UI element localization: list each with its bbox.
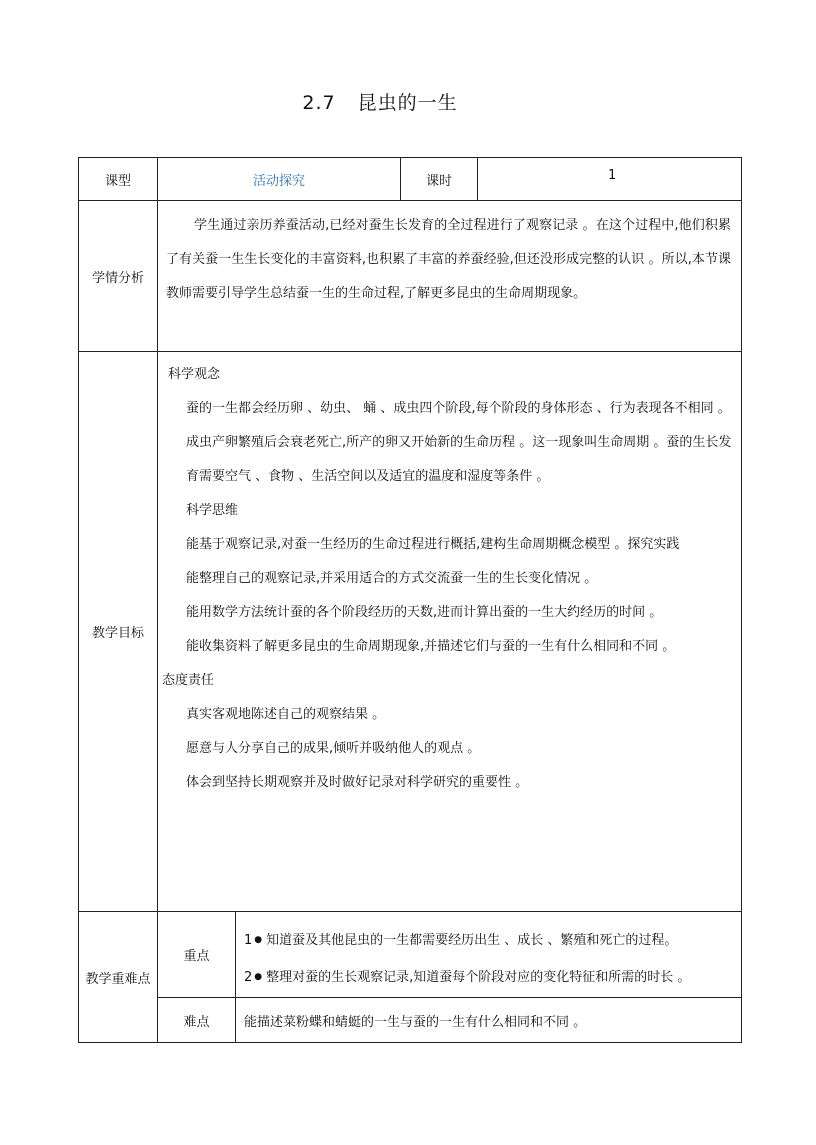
- concept-item-2: 成虫产卵繁殖后会衰老死亡,所产的卵又开始新的生命历程 。这一现象叫生命周期 。蚕的生长发育需要空气 、食物 、生活空间以及适宜的温度和湿度等条件 。: [186, 435, 732, 484]
- goals-content: [157, 352, 741, 911]
- practice-item-3: 能收集资料了解更多昆虫的生命周期现象,并描述它们与蚕的一生有什么相同和不同 。: [186, 639, 676, 654]
- focus-item-2: [244, 959, 733, 996]
- analysis-label: 学情分析: [91, 270, 144, 286]
- bullet-icon: ●: [254, 935, 263, 945]
- attitude-heading: 态度责任: [162, 673, 215, 688]
- analysis-text: 学生通过亲历养蚕活动,已经对蚕生长发育的全过程进行了观察记录 。在这个过程中,他们积累了有关蚕一生生长变化的丰富资料,也积累了丰富的养蚕经验,但还没形成完整的认识 。所以,本节课教师需要引导学生总结蚕一生的生命过程,了解更多昆虫的生命周期现象。: [166, 218, 731, 301]
- bullet-icon: ●: [254, 972, 263, 982]
- title-number: 2.7: [302, 92, 336, 114]
- difficulty-row: [158, 997, 741, 1042]
- focus-item-2-num: 2: [244, 970, 253, 985]
- focus-row: [158, 912, 741, 997]
- thinking-heading: 科学思维: [186, 503, 239, 518]
- concept-heading: 科学观念: [168, 367, 221, 382]
- key-label: 教学重难点: [85, 971, 151, 987]
- type-value: 活动探究: [157, 158, 400, 200]
- analysis-content: [157, 201, 741, 351]
- title-text: 昆虫的一生: [357, 92, 458, 114]
- difficulty-text: 能描述菜粉蝶和蜻蜓的一生与蚕的一生有什么相同和不同 。: [235, 998, 741, 1042]
- table-row-key-points: [79, 911, 741, 1042]
- hours-label: 课时: [400, 158, 477, 200]
- table-row-header: [79, 158, 741, 200]
- concept-item-1: 蚕的一生都会经历卵 、幼虫、 蛹 、成虫四个阶段,每个阶段的身体形态 、行为表现各不相同 。: [186, 401, 731, 416]
- table-row-goals: [79, 351, 741, 911]
- type-label: 课型: [104, 173, 131, 189]
- practice-item-2: 能用数学方法统计蚕的各个阶段经历的天数,进而计算出蚕的一生大约经历的时间 。: [186, 605, 663, 620]
- thinking-item-1: 能基于观察记录,对蚕一生经历的生命过程进行概括,建构生命周期概念模型 。探究实践: [186, 537, 680, 552]
- difficulty-label: 难点: [183, 1014, 210, 1030]
- focus-item-2-text: 整理对蚕的生长观察记录,知道蚕每个阶段对应的变化特征和所需的时长 。: [266, 970, 691, 985]
- practice-item-1: 能整理自己的观察记录,并采用适合的方式交流蚕一生的生长变化情况 。: [186, 571, 598, 586]
- key-content: [157, 912, 741, 1042]
- focus-content: [235, 912, 741, 997]
- table-row-analysis: [79, 200, 741, 351]
- focus-label: 重点: [183, 949, 210, 965]
- focus-item-1-num: 1: [244, 933, 253, 948]
- attitude-item-2: 愿意与人分享自己的成果,倾听并吸纳他人的观点 。: [186, 741, 481, 756]
- lesson-table: [78, 157, 742, 1043]
- page-title: [0, 88, 760, 115]
- hours-value: 1: [477, 158, 741, 200]
- focus-item-1-text: 知道蚕及其他昆虫的一生都需要经历出生 、成长 、繁殖和死亡的过程。: [266, 933, 678, 948]
- focus-item-1: [244, 922, 733, 959]
- attitude-item-3: 体会到坚持长期观察并及时做好记录对科学研究的重要性 。: [186, 775, 529, 790]
- attitude-item-1: 真实客观地陈述自己的观察结果 。: [186, 707, 386, 722]
- goals-label: 教学目标: [91, 626, 144, 641]
